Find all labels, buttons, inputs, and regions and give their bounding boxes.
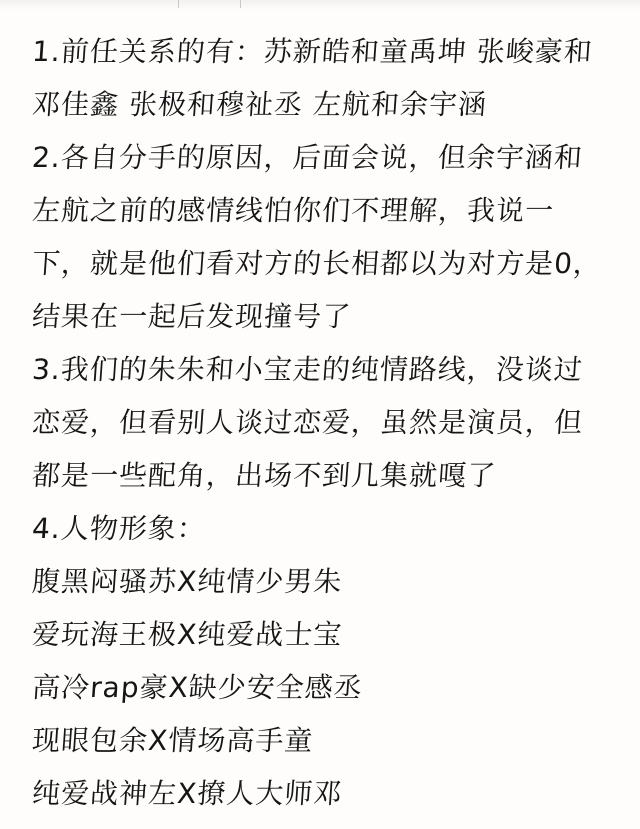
ruler-tick xyxy=(178,0,179,8)
top-edge-shadow xyxy=(0,0,640,10)
handwritten-text-block xyxy=(30,30,620,825)
text-line-1: 1.前任关系的有：苏新皓和童禹坤 张峻豪和 xyxy=(31,35,594,68)
text-line-6: 结果在一起后发现撞号了 xyxy=(31,300,353,333)
text-line-4: 左航之前的感情线怕你们不理解，我说一 xyxy=(31,194,556,227)
text-line-12: 爱玩海王极X纯爱战士宝 xyxy=(31,618,344,651)
text-line-8: 恋爱，但看别人谈过恋爱，虽然是演员，但 xyxy=(31,406,585,439)
text-line-15: 纯爱战神左X撩人大师邓 xyxy=(31,777,344,810)
ruler-tick xyxy=(240,0,241,8)
text-line-13: 高冷rap豪X缺少安全感丞 xyxy=(31,671,364,704)
text-line-3: 2.各自分手的原因，后面会说，但余宇涵和 xyxy=(31,141,585,174)
text-line-11: 腹黑闷骚苏X纯情少男朱 xyxy=(31,565,344,598)
text-line-14: 现眼包余X情场高手童 xyxy=(31,724,315,757)
text-line-10: 4.人物形象： xyxy=(31,512,208,545)
text-line-7: 3.我们的朱朱和小宝走的纯情路线，没谈过 xyxy=(31,353,585,386)
text-line-9: 都是一些配角，出场不到几集就嘎了 xyxy=(31,459,498,492)
text-line-2: 邓佳鑫 张极和穆祉丞 左航和余宇涵 xyxy=(31,88,489,121)
text-line-5: 下，就是他们看对方的长相都以为对方是0， xyxy=(31,247,604,280)
